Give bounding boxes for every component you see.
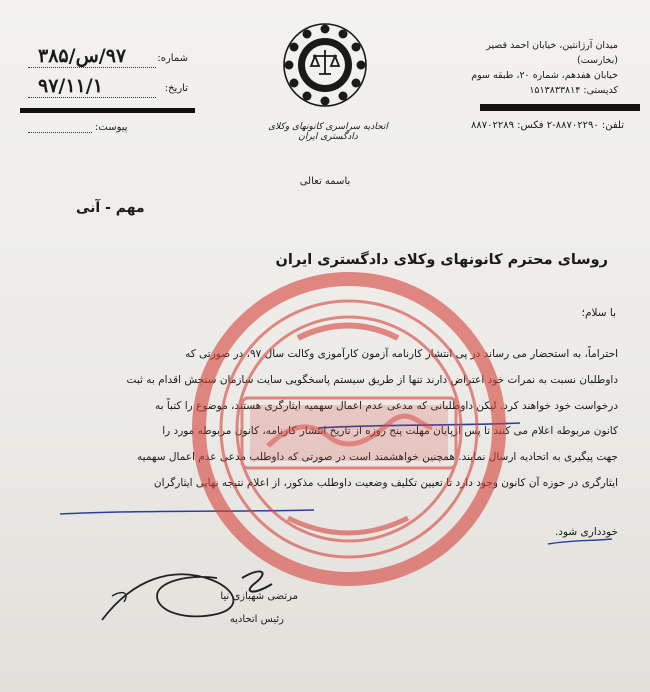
address-block: [448, 38, 618, 98]
number-label: شماره:: [157, 53, 188, 64]
letter-date: ۹۷/۱۱/۱: [38, 75, 103, 97]
recipient-heading: روسای محترم کانونهای وکلای دادگستری ایران: [275, 252, 608, 268]
bar-association-emblem-icon: [282, 22, 368, 108]
address-line: کدپستی: ۱۵۱۳۸۳۳۸۱۴: [529, 85, 618, 96]
letter-number: ۹۷/س/۳۸۵: [38, 45, 127, 67]
bismillah: باسمه تعالی: [299, 176, 351, 187]
greeting: با سلام؛: [581, 307, 616, 319]
signer-name: مرتضی شهبازی نیا: [220, 591, 298, 602]
signer-title: رئیس اتحادیه: [229, 614, 284, 625]
phone-fax: تلفن: ۸۸۷۰۲۲۹۰-۲ فکس: ۸۸۷۰۲۲۸۹: [470, 120, 624, 131]
address-line: میدان آرژانتین، خیابان احمد قصیر (بخارست): [486, 40, 618, 66]
attachment-line: [28, 132, 92, 133]
reference-block: [28, 40, 188, 100]
body-line: درخواست خود خواهند کرد. لیکن داوطلبانی که مدعی عدم اعمال سهمیه ایثارگری هستند، موضوع را کتباً به: [154, 399, 618, 412]
body-line: جهت پیگیری به اتحادیه ارسال نمایند. همچنین خواهشمند است در صورتی که داوطلب مدعی عدم اعمال سهمیه: [137, 451, 618, 464]
body-line: ایثارگری در حوزه آن کانون وجود دارد تا تعیین تکلیف وضعیت داوطلب مذکور، از اعلام نتیجه نهایی ایثارگران: [153, 476, 618, 489]
organization-name: اتحادیه سراسری کانونهای وکلای دادگستری ایران: [268, 122, 388, 142]
closing-line: خودداری شود.: [554, 526, 618, 538]
urgency-label: مهم - آنی: [76, 200, 145, 216]
date-label: تاریخ:: [164, 83, 188, 94]
address-line: خیابان هفدهم، شماره ۲۰، طبقه سوم: [471, 70, 618, 81]
attachment-label: پیوست:: [95, 122, 128, 133]
header-rule-right: [480, 104, 640, 111]
body-line: داوطلبان نسبت به نمرات خود اعتراض دارند تنها از طریق سیستم پاسخگویی سایت سازمان سنجش اقدام به ثبت: [126, 373, 618, 386]
body-line: کانون مربوطه اعلام می کنند تا پس ازپایان مهلت پنج روزه از تاریخ انتشار کارنامه، کانون مربوطه مورد را: [162, 425, 618, 438]
news-site-watermark-stamp: [188, 268, 510, 590]
header-rule-left: [20, 108, 195, 113]
body-line: احتراماً، به استحضار می رساند در پی انتشار کارنامه آزمون کارآموزی وکالت سال ۹۷، در صورتی که: [185, 348, 618, 360]
